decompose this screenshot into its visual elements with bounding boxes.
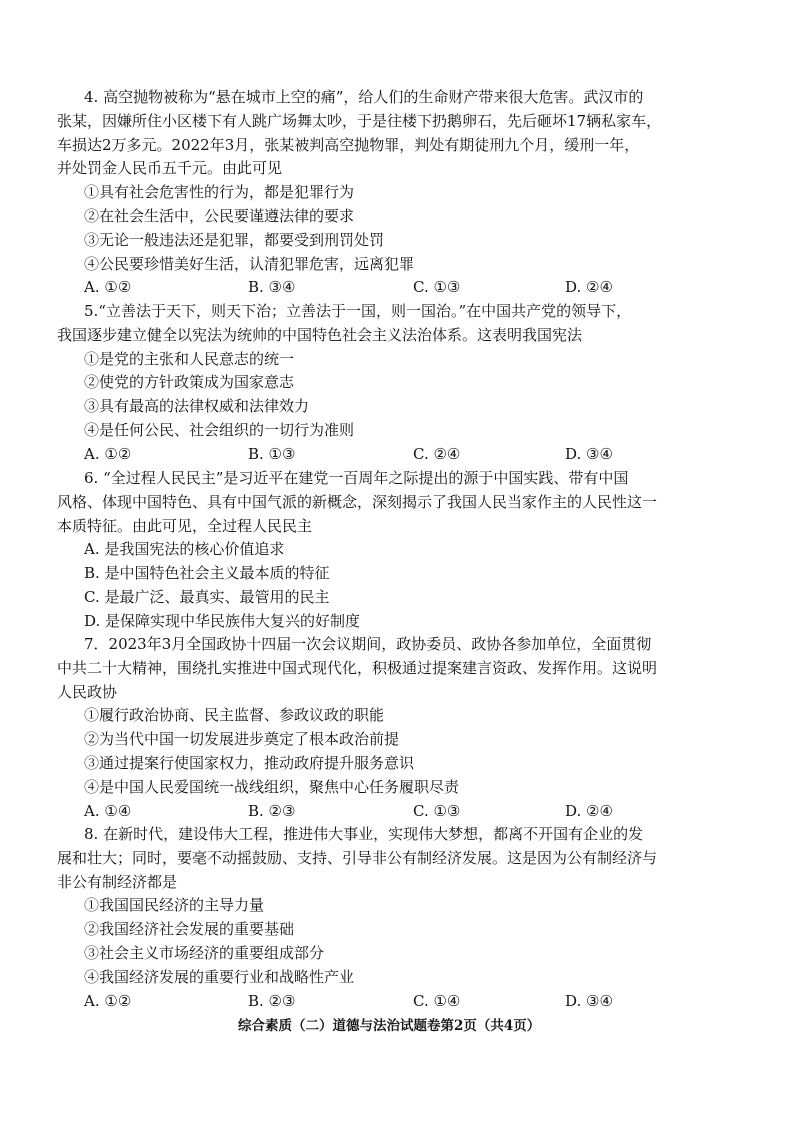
option-b[interactable]: B. 是中国特色社会主义最本质的特征 bbox=[84, 564, 330, 583]
option-d[interactable]: D. ③④ bbox=[565, 991, 613, 1010]
question-stem-line: 展和壮大；同时，要毫不动摇鼓励、支持、引导非公有制经济发展。这是因为公有制经济与 bbox=[57, 848, 658, 867]
option-a[interactable]: A. 是我国宪法的核心价值追求 bbox=[84, 540, 285, 559]
statement-item: ①履行政治协商、民主监督、参政议政的职能 bbox=[84, 706, 385, 725]
option-a[interactable]: A. ①④ bbox=[84, 801, 132, 820]
statement-item: ②在社会生活中，公民要谨遵法律的要求 bbox=[84, 206, 355, 225]
option-d[interactable]: D. ②④ bbox=[565, 801, 613, 820]
question-stem-line: 5.“立善法于天下，则天下治；立善法于一国，则一国治。”在中国共产党的领导下， bbox=[84, 302, 632, 320]
option-d[interactable]: D. 是保障实现中华民族伟大复兴的好制度 bbox=[84, 611, 361, 630]
option-a[interactable]: A. ①② bbox=[84, 444, 132, 463]
option-d[interactable]: D. ②④ bbox=[565, 278, 613, 297]
option-a[interactable]: A. ①② bbox=[84, 991, 132, 1010]
answer-options bbox=[84, 276, 694, 300]
question-stem-line: 中共二十大精神，围绕扎实推进中国式现代化，积极通过提案建言资政、发挥作用。这说明 bbox=[57, 658, 658, 677]
statement-item: ③具有最高的法律权威和法律效力 bbox=[84, 397, 310, 416]
answer-options bbox=[84, 443, 694, 467]
statement-item: ④是任何公民、社会组织的一切行为准则 bbox=[84, 420, 355, 439]
question-6 bbox=[57, 467, 694, 634]
option-b[interactable]: B. ②③ bbox=[248, 991, 296, 1010]
question-stem-line: 8. 在新时代，建设伟大工程，推进伟大事业，实现伟大梦想，都离不开国有企业的发 bbox=[84, 825, 644, 843]
question-stem-line: 7．2023年3月全国政协十四届一次会议期间，政协委员、政协各参加单位，全面贯彻 bbox=[84, 635, 652, 653]
question-7 bbox=[57, 633, 694, 823]
option-b[interactable]: B. ①③ bbox=[248, 444, 296, 463]
question-stem-line: 4. 高空抛物被称为“悬在城市上空的痛”，给人们的生命财产带来很大危害。武汉市的 bbox=[84, 88, 644, 106]
option-c[interactable]: C. ①④ bbox=[413, 991, 461, 1010]
option-b[interactable]: B. ②③ bbox=[248, 801, 296, 820]
option-c[interactable]: C. ②④ bbox=[413, 444, 461, 463]
question-stem-line: 6. “全过程人民民主”是习近平在建党一百周年之际提出的源于中国实践、带有中国 bbox=[84, 469, 629, 487]
question-stem-line: 我国逐步建立健全以宪法为统帅的中国特色社会主义法治体系。这表明我国宪法 bbox=[57, 325, 583, 344]
question-stem-line: 车损达2万多元。2022年3月，张某被判高空抛物罪，判处有期徒刑九个月，缓刑一年， bbox=[57, 135, 640, 154]
answer-options bbox=[84, 800, 694, 824]
statement-item: ②使党的方针政策成为国家意志 bbox=[84, 373, 295, 392]
question-stem-line: 非公有制经济都是 bbox=[57, 872, 178, 891]
option-c[interactable]: C. ①③ bbox=[413, 801, 461, 820]
option-a[interactable]: A. ①② bbox=[84, 278, 132, 297]
option-b[interactable]: B. ③④ bbox=[248, 278, 296, 297]
statement-item: ②为当代中国一切发展进步奠定了根本政治前提 bbox=[84, 730, 400, 749]
statement-item: ④是中国人民爱国统一战线组织，聚焦中心任务履职尽责 bbox=[84, 777, 460, 796]
statement-item: ①具有社会危害性的行为，都是犯罪行为 bbox=[84, 183, 355, 202]
question-8 bbox=[57, 823, 694, 1013]
option-c[interactable]: C. ①③ bbox=[413, 278, 461, 297]
statement-item: ④公民要珍惜美好生活，认清犯罪危害，远离犯罪 bbox=[84, 254, 415, 273]
question-stem-line: 并处罚金人民币五千元。由此可见 bbox=[57, 159, 283, 178]
statement-item: ④我国经济发展的重要行业和战略性产业 bbox=[84, 967, 355, 986]
statement-item: ③社会主义市场经济的重要组成部分 bbox=[84, 943, 325, 962]
statement-item: ②我国经济社会发展的重要基础 bbox=[84, 920, 295, 939]
question-4 bbox=[57, 86, 694, 300]
answer-options bbox=[84, 990, 694, 1014]
statement-item: ③无论一般违法还是犯罪，都要受到刑罚处罚 bbox=[84, 230, 385, 249]
page-footer: 综合素质（二）道德与法治试题卷第2页（共4页） bbox=[238, 1018, 541, 1034]
statement-item: ③通过提案行使国家权力，推动政府提升服务意识 bbox=[84, 753, 415, 772]
question-stem-line: 人民政协 bbox=[57, 682, 118, 701]
question-stem-line: 张某，因嫌所住小区楼下有人跳广场舞太吵，于是往楼下扔鹅卵石，先后砸坏17辆私家车， bbox=[57, 111, 662, 130]
question-stem-line: 风格、体现中国特色、具有中国气派的新概念，深刻揭示了我国人民当家作主的人民性这一 bbox=[57, 492, 658, 511]
option-c[interactable]: C. 是最广泛、最真实、最管用的民主 bbox=[84, 587, 330, 606]
question-stem-line: 本质特征。由此可见，全过程人民民主 bbox=[57, 516, 313, 535]
question-5 bbox=[57, 300, 694, 467]
statement-item: ①我国国民经济的主导力量 bbox=[84, 896, 265, 915]
option-d[interactable]: D. ③④ bbox=[565, 444, 613, 463]
statement-item: ①是党的主张和人民意志的统一 bbox=[84, 349, 295, 368]
